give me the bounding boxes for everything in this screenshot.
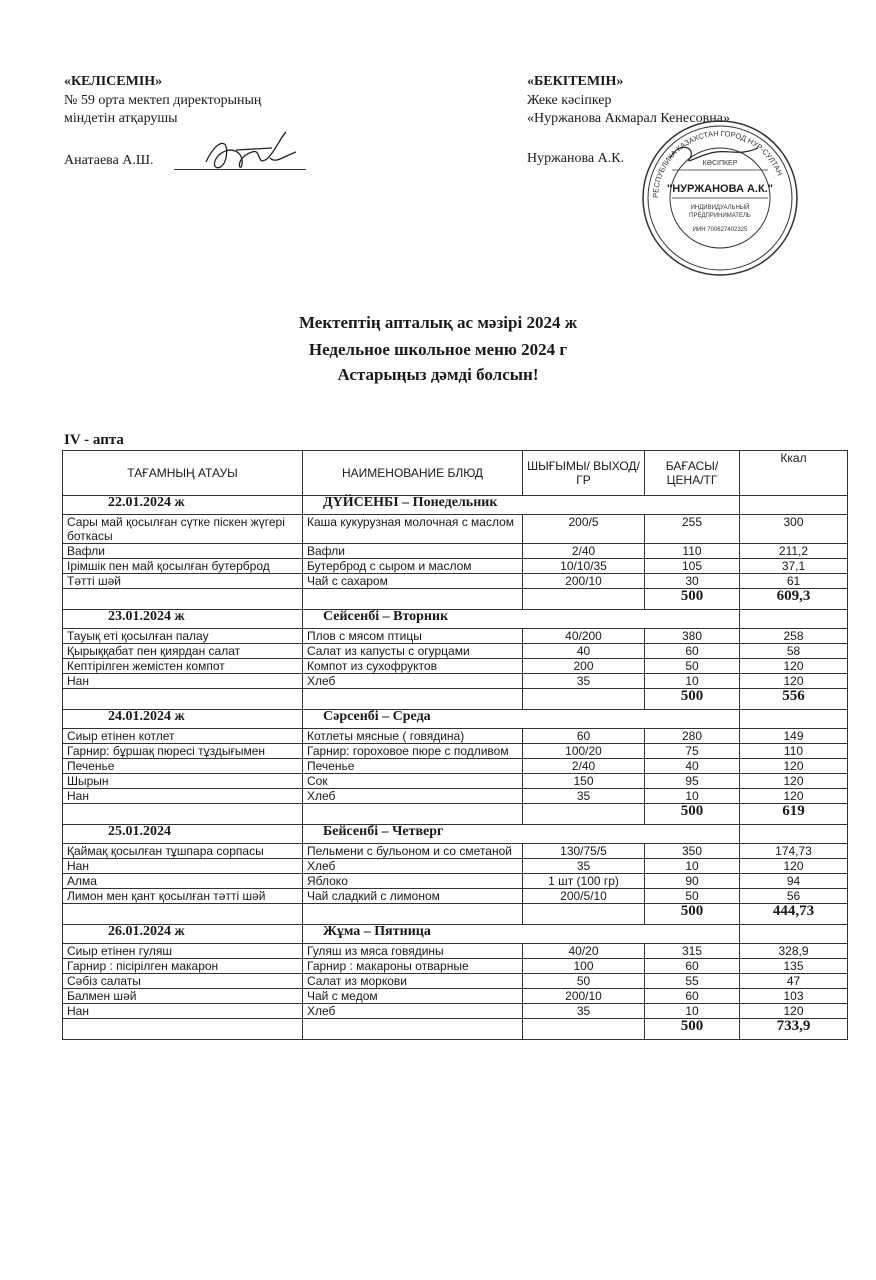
table-row: [63, 944, 848, 959]
dish-output: 130/75/5: [523, 844, 645, 859]
dish-kcal: 149: [740, 729, 848, 744]
dish-output: 35: [523, 789, 645, 804]
dish-kcal: 300: [740, 515, 848, 544]
dish-output: 1 шт (100 гр): [523, 874, 645, 889]
title-wish: Астарыңыз дәмді болсын!: [337, 365, 539, 384]
dish-price: 110: [645, 544, 740, 559]
dish-price: 280: [645, 729, 740, 744]
stamp-top-text: КӘСІПКЕР: [702, 160, 738, 167]
dish-price: 10: [645, 859, 740, 874]
day-name: Жұма – Пятница: [303, 925, 740, 944]
dish-name-kz: Гарнир : пісірілген макарон: [63, 959, 303, 974]
total-empty-cell: [303, 689, 523, 710]
dish-name-kz: Ірімшік пен май қосылған бутерброд: [63, 559, 303, 574]
dish-name-ru: Чай с медом: [303, 989, 523, 1004]
dish-name-ru: Сок: [303, 774, 523, 789]
table-header-row: [63, 451, 848, 496]
dish-name-ru: Компот из сухофруктов: [303, 659, 523, 674]
total-empty-cell: [63, 904, 303, 925]
total-kcal: 444,73: [740, 904, 848, 925]
dish-name-kz: Кептірілген жемістен компот: [63, 659, 303, 674]
day-date: 22.01.2024 ж: [63, 496, 303, 515]
dish-name-ru: Салат из капусты с огурцами: [303, 644, 523, 659]
dish-name-ru: Каша кукурузная молочная с маслом: [303, 515, 523, 544]
stamp-ring-text: РЕСПУБЛИКА КАЗАХСТАН ГОРОД НУР-СУЛТАН: [650, 128, 785, 199]
dish-kcal: 174,73: [740, 844, 848, 859]
dish-output: 40/20: [523, 944, 645, 959]
header-name-ru: НАИМЕНОВАНИЕ БЛЮД: [303, 451, 523, 496]
total-empty-cell: [63, 1019, 303, 1040]
dish-output: 200/10: [523, 574, 645, 589]
table-row: [63, 559, 848, 574]
total-price: 500: [645, 804, 740, 825]
table-row: [63, 729, 848, 744]
title-kz: Мектептің апталық ас мәзірі 2024 ж: [298, 313, 578, 332]
total-row: [63, 589, 848, 610]
table-row: [63, 574, 848, 589]
dish-kcal: 120: [740, 789, 848, 804]
total-empty-cell: [63, 804, 303, 825]
dish-price: 90: [645, 874, 740, 889]
table-row: [63, 644, 848, 659]
dish-output: 200/10: [523, 989, 645, 1004]
table-row: [63, 874, 848, 889]
day-header-row: [63, 610, 848, 629]
dish-output: 40/200: [523, 629, 645, 644]
table-row: [63, 974, 848, 989]
total-empty-cell: [303, 904, 523, 925]
dish-kcal: 37,1: [740, 559, 848, 574]
dish-name-kz: Қаймақ қосылған тұшпара сорпасы: [63, 844, 303, 859]
stamp-name-text: "НУРЖАНОВА А.К.": [667, 183, 773, 195]
dish-name-ru: Вафли: [303, 544, 523, 559]
dish-name-kz: Қырыққабат пен қиярдан салат: [63, 644, 303, 659]
dish-name-ru: Хлеб: [303, 859, 523, 874]
day-empty-cell: [740, 710, 848, 729]
dish-name-ru: Плов с мясом птицы: [303, 629, 523, 644]
total-empty-cell: [303, 804, 523, 825]
dish-kcal: 110: [740, 744, 848, 759]
table-row: [63, 1004, 848, 1019]
dish-price: 10: [645, 674, 740, 689]
dish-price: 255: [645, 515, 740, 544]
table-row: [63, 744, 848, 759]
total-kcal: 556: [740, 689, 848, 710]
day-empty-cell: [740, 925, 848, 944]
dish-name-kz: Сәбіз салаты: [63, 974, 303, 989]
right-heading: «БЕКІТЕМІН»: [527, 74, 624, 89]
dish-output: 100/20: [523, 744, 645, 759]
dish-kcal: 135: [740, 959, 848, 974]
total-price: 500: [645, 589, 740, 610]
dish-name-kz: Сиыр етінен гуляш: [63, 944, 303, 959]
total-row: [63, 804, 848, 825]
dish-name-kz: Тауық еті қосылған палау: [63, 629, 303, 644]
total-empty-cell: [63, 689, 303, 710]
total-empty-cell: [523, 689, 645, 710]
dish-kcal: 120: [740, 1004, 848, 1019]
stamp-seal-icon: [640, 118, 800, 278]
total-empty-cell: [523, 1019, 645, 1040]
total-kcal: 733,9: [740, 1019, 848, 1040]
dish-kcal: 120: [740, 774, 848, 789]
dish-kcal: 61: [740, 574, 848, 589]
left-line2: міндетін атқарушы: [64, 111, 178, 126]
dish-output: 100: [523, 959, 645, 974]
dish-name-ru: Котлеты мясные ( говядина): [303, 729, 523, 744]
table-row: [63, 844, 848, 859]
dish-name-ru: Гарнир : макароны отварные: [303, 959, 523, 974]
dish-kcal: 211,2: [740, 544, 848, 559]
dish-output: 200/5: [523, 515, 645, 544]
dish-name-kz: Нан: [63, 859, 303, 874]
dish-price: 30: [645, 574, 740, 589]
right-signer: Нуржанова А.К.: [527, 151, 625, 166]
left-signature-icon: [196, 128, 306, 184]
dish-output: 40: [523, 644, 645, 659]
dish-kcal: 120: [740, 759, 848, 774]
dish-price: 60: [645, 989, 740, 1004]
dish-output: 150: [523, 774, 645, 789]
table-row: [63, 674, 848, 689]
dish-price: 55: [645, 974, 740, 989]
stamp-iin-text: ИИН 700627402325: [692, 227, 748, 233]
day-date: 23.01.2024 ж: [63, 610, 303, 629]
dish-name-kz: Гарнир: бұршақ пюресі тұздығымен: [63, 744, 303, 759]
dish-name-kz: Печенье: [63, 759, 303, 774]
table-row: [63, 989, 848, 1004]
dish-price: 105: [645, 559, 740, 574]
total-empty-cell: [303, 589, 523, 610]
dish-output: 60: [523, 729, 645, 744]
table-row: [63, 774, 848, 789]
total-empty-cell: [523, 589, 645, 610]
right-line2: «Нуржанова Акмарал Кенесовна»: [527, 111, 730, 126]
day-header-row: [63, 825, 848, 844]
total-row: [63, 689, 848, 710]
day-name: ДҮЙСЕНБІ – Понедельник: [303, 496, 740, 515]
dish-name-ru: Гуляш из мяса говядины: [303, 944, 523, 959]
dish-output: 10/10/35: [523, 559, 645, 574]
dish-name-kz: Сиыр етінен котлет: [63, 729, 303, 744]
day-name: Сейсенбі – Вторник: [303, 610, 740, 629]
day-date: 24.01.2024 ж: [63, 710, 303, 729]
day-name: Сәрсенбі – Среда: [303, 710, 740, 729]
header-kcal: Ккал: [740, 451, 848, 496]
stamp-sub2-text: ПРЕДПРИНИМАТЕЛЬ: [689, 213, 751, 219]
title-ru: Недельное школьное меню 2024 г: [308, 340, 568, 359]
dish-name-kz: Алма: [63, 874, 303, 889]
day-empty-cell: [740, 610, 848, 629]
table-row: [63, 959, 848, 974]
total-empty-cell: [303, 1019, 523, 1040]
total-kcal: 619: [740, 804, 848, 825]
dish-price: 350: [645, 844, 740, 859]
dish-name-kz: Сары май қосылған сүтке піскен жүгері боткасы: [63, 515, 303, 544]
dish-price: 95: [645, 774, 740, 789]
left-line1: № 59 орта мектеп директорының: [64, 93, 262, 108]
dish-kcal: 47: [740, 974, 848, 989]
dish-price: 50: [645, 889, 740, 904]
menu-table: [62, 450, 848, 1040]
dish-name-ru: Печенье: [303, 759, 523, 774]
day-date: 25.01.2024: [63, 825, 303, 844]
dish-kcal: 120: [740, 859, 848, 874]
table-row: [63, 544, 848, 559]
dish-name-ru: Яблоко: [303, 874, 523, 889]
day-header-row: [63, 496, 848, 515]
dish-name-kz: Нан: [63, 1004, 303, 1019]
header-name-kz: ТАҒАМНЫҢ АТАУЫ: [63, 451, 303, 496]
dish-kcal: 328,9: [740, 944, 848, 959]
dish-price: 380: [645, 629, 740, 644]
dish-name-ru: Чай с сахаром: [303, 574, 523, 589]
table-row: [63, 759, 848, 774]
day-name: Бейсенбі – Четверг: [303, 825, 740, 844]
dish-price: 40: [645, 759, 740, 774]
total-price: 500: [645, 689, 740, 710]
total-empty-cell: [63, 589, 303, 610]
table-row: [63, 789, 848, 804]
header-price: БАҒАСЫ/ ЦЕНА/ТГ: [645, 451, 740, 496]
dish-kcal: 94: [740, 874, 848, 889]
table-row: [63, 889, 848, 904]
dish-price: 10: [645, 789, 740, 804]
dish-output: 35: [523, 1004, 645, 1019]
table-row: [63, 629, 848, 644]
day-date: 26.01.2024 ж: [63, 925, 303, 944]
dish-name-ru: Гарнир: гороховое пюре с подливом: [303, 744, 523, 759]
total-row: [63, 904, 848, 925]
table-row: [63, 515, 848, 544]
total-kcal: 609,3: [740, 589, 848, 610]
table-row: [63, 859, 848, 874]
dish-kcal: 120: [740, 674, 848, 689]
stamp-sub1-text: ИНДИВИДУАЛЬНЫЙ: [690, 205, 750, 211]
dish-name-kz: Лимон мен қант қосылған тәтті шәй: [63, 889, 303, 904]
day-header-row: [63, 925, 848, 944]
dish-price: 50: [645, 659, 740, 674]
dish-output: 200: [523, 659, 645, 674]
header-output: ШЫҒЫМЫ/ ВЫХОД/ГР: [523, 451, 645, 496]
dish-name-kz: Вафли: [63, 544, 303, 559]
dish-name-kz: Балмен шәй: [63, 989, 303, 1004]
dish-name-kz: Нан: [63, 789, 303, 804]
dish-name-ru: Хлеб: [303, 789, 523, 804]
dish-name-ru: Чай сладкий с лимоном: [303, 889, 523, 904]
dish-price: 10: [645, 1004, 740, 1019]
dish-name-ru: Пельмени с бульоном и со сметаной: [303, 844, 523, 859]
dish-kcal: 120: [740, 659, 848, 674]
dish-output: 50: [523, 974, 645, 989]
dish-price: 60: [645, 959, 740, 974]
dish-kcal: 258: [740, 629, 848, 644]
dish-price: 315: [645, 944, 740, 959]
day-empty-cell: [740, 825, 848, 844]
left-signer: Анатаева А.Ш.: [64, 153, 154, 168]
day-header-row: [63, 710, 848, 729]
dish-name-ru: Бутерброд с сыром и маслом: [303, 559, 523, 574]
menu-body: [63, 496, 848, 1040]
dish-name-kz: Нан: [63, 674, 303, 689]
total-price: 500: [645, 1019, 740, 1040]
total-empty-cell: [523, 804, 645, 825]
dish-name-ru: Салат из моркови: [303, 974, 523, 989]
dish-output: 200/5/10: [523, 889, 645, 904]
dish-name-kz: Шырын: [63, 774, 303, 789]
dish-name-kz: Тәтті шәй: [63, 574, 303, 589]
day-empty-cell: [740, 496, 848, 515]
dish-price: 75: [645, 744, 740, 759]
dish-name-ru: Хлеб: [303, 674, 523, 689]
dish-output: 35: [523, 859, 645, 874]
dish-kcal: 58: [740, 644, 848, 659]
total-price: 500: [645, 904, 740, 925]
dish-output: 35: [523, 674, 645, 689]
dish-output: 2/40: [523, 759, 645, 774]
table-row: [63, 659, 848, 674]
dish-price: 60: [645, 644, 740, 659]
left-heading: «КЕЛІСЕМІН»: [64, 74, 163, 89]
total-row: [63, 1019, 848, 1040]
total-empty-cell: [523, 904, 645, 925]
week-label: IV - апта: [64, 432, 124, 448]
dish-name-ru: Хлеб: [303, 1004, 523, 1019]
dish-kcal: 56: [740, 889, 848, 904]
dish-output: 2/40: [523, 544, 645, 559]
dish-kcal: 103: [740, 989, 848, 1004]
right-line1: Жеке кәсіпкер: [527, 93, 612, 108]
